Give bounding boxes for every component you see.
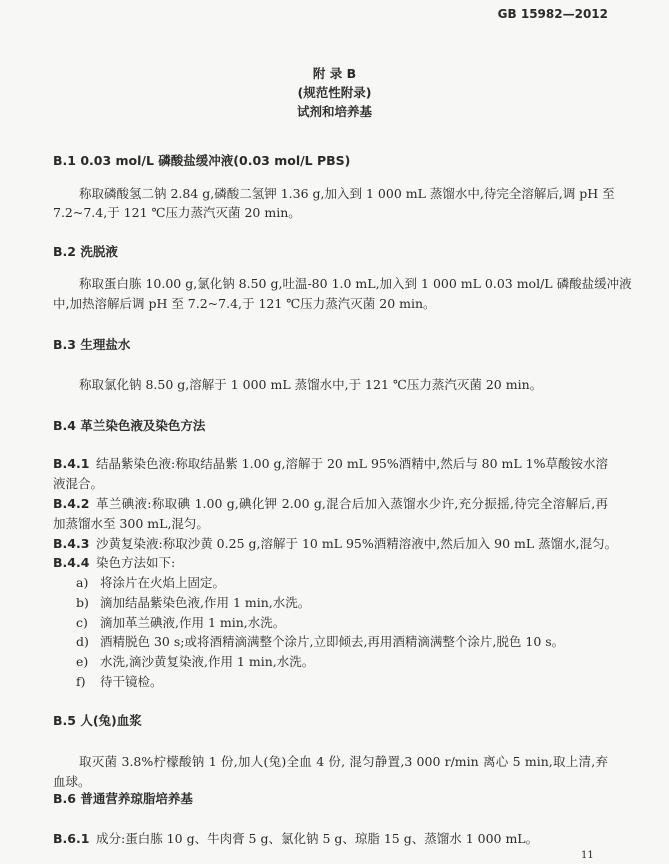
section-b2-line: 称取蛋白胨 10.00 g,氯化钠 8.50 g,吐温-80 1.0 mL,加入到 1 000 mL 0.03 mol/L 磷酸盐缓冲液 xyxy=(79,276,632,291)
step-label: a) xyxy=(76,575,89,590)
step-label: b) xyxy=(76,594,89,610)
step-label: c) xyxy=(76,614,88,630)
step-text: 将涂片在火焰上固定。 xyxy=(100,575,226,590)
step-text: 酒精脱色 30 s;或将酒精滴满整个涂片,立即倾去,再用酒精滴满整个涂片,脱色 10 s。 xyxy=(100,634,565,650)
b42-line: 加蒸馏水至 300 mL,混匀。 xyxy=(53,516,209,531)
b43-line: 沙黄复染液:称取沙黄 0.25 g,溶解于 10 mL 95%酒精溶液中,然后加入 90 mL 蒸馏水,混匀。 xyxy=(96,536,618,551)
step-text: 待干镜检。 xyxy=(100,674,163,689)
b42-line: 革兰碘液:称取碘 1.00 g,碘化钾 2.00 g,混合后加入蒸馏水少许,充分振摇,待完全溶解后,再 xyxy=(96,496,608,511)
annex-type: (规范性附录) xyxy=(297,85,372,100)
section-b1-line: 称取磷酸氢二钠 2.84 g,磷酸二氢钾 1.36 g,加入到 1 000 mL 蒸馏水中,待完全溶解后,调 pH 至 xyxy=(79,186,615,201)
b61-line: 成分:蛋白胨 10 g、牛肉膏 5 g、氯化钠 5 g、琼脂 15 g、蒸馏水 1 000 mL。 xyxy=(96,831,539,846)
section-b5-heading: B.5 人(兔)血浆 xyxy=(53,713,142,728)
annex-name: 试剂和培养基 xyxy=(296,104,372,119)
step-text: 水洗,滴沙黄复染液,作用 1 min,水洗。 xyxy=(100,654,315,670)
b44-number: B.4.4 xyxy=(53,555,90,570)
section-b3-line: 称取氯化钠 8.50 g,溶解于 1 000 mL 蒸馏水中,于 121 ℃压力蒸汽灭菌 20 min。 xyxy=(79,377,543,392)
section-b4-heading: B.4 革兰染色液及染色方法 xyxy=(53,418,206,433)
section-b5-line: 取灭菌 3.8%柠檬酸钠 1 份,加人(兔)全血 4 份, 混匀静置,3 000 r/min 离心 5 min,取上清,弃 xyxy=(79,754,608,769)
b41-number: B.4.1 xyxy=(53,456,90,471)
section-b1-heading: B.1 0.03 mol/L 磷酸盐缓冲液(0.03 mol/L PBS) xyxy=(53,153,351,168)
standard-number: GB 15982—2012 xyxy=(497,7,608,21)
b42-number: B.4.2 xyxy=(53,496,90,511)
section-b1-line: 7.2~7.4,于 121 ℃压力蒸汽灭菌 20 min。 xyxy=(53,205,301,220)
section-b2-line: 中,加热溶解后调 pH 至 7.2~7.4,于 121 ℃压力蒸汽灭菌 20 min。 xyxy=(53,296,436,311)
b61-number: B.6.1 xyxy=(53,831,90,846)
step-label: e) xyxy=(76,654,89,670)
b44-text: 染色方法如下: xyxy=(96,555,176,570)
section-b2-heading: B.2 洗脱液 xyxy=(53,244,118,259)
step-label: f) xyxy=(76,674,86,689)
step-text: 滴加革兰碘液,作用 1 min,水洗。 xyxy=(100,614,286,630)
step-label: d) xyxy=(76,634,89,650)
annex-title: 附 录 B xyxy=(312,66,357,81)
section-b6-heading: B.6 普通营养琼脂培养基 xyxy=(53,791,193,806)
page-number: 11 xyxy=(581,850,594,861)
step-text: 滴加结晶紫染色液,作用 1 min,水洗。 xyxy=(100,594,311,610)
section-b3-heading: B.3 生理盐水 xyxy=(53,337,131,352)
section-b5-line: 血球。 xyxy=(53,774,91,789)
b43-number: B.4.3 xyxy=(53,536,90,551)
b41-line: 液混合。 xyxy=(53,476,104,491)
b41-line: 结晶紫染色液:称取结晶紫 1.00 g,溶解于 20 mL 95%酒精中,然后与 80 mL 1%草酸铵水溶 xyxy=(96,456,609,471)
